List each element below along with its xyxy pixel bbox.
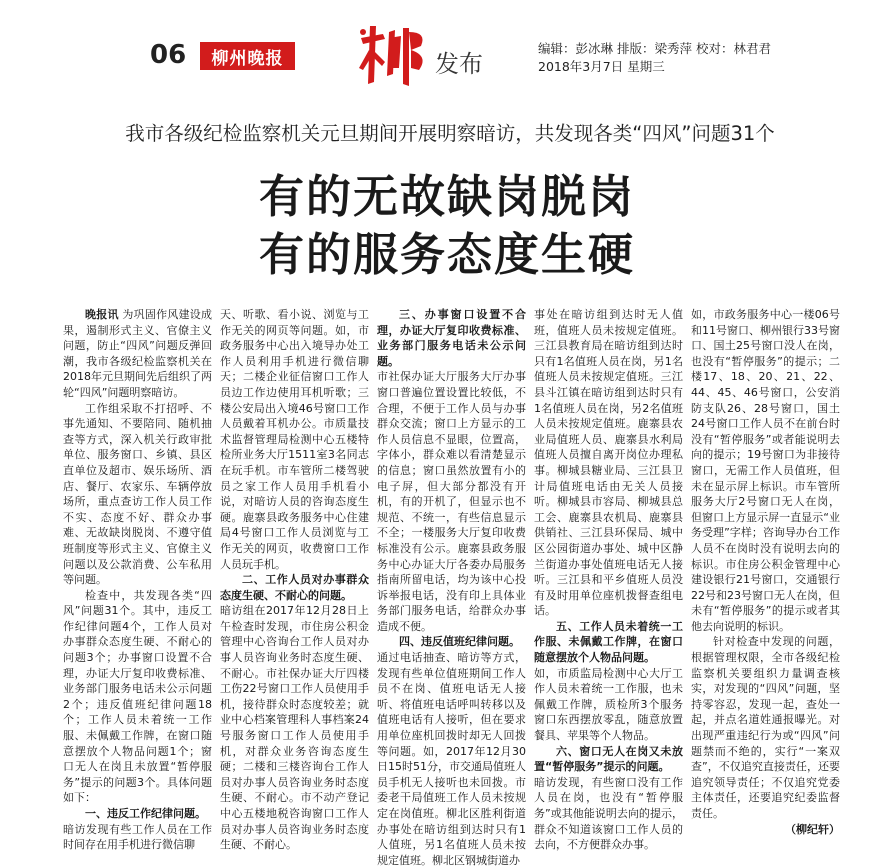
subheading: 四、违反值班纪律问题。 — [399, 635, 520, 649]
paragraph: 晚报讯 为巩固作风建设成果，遏制形式主义、官僚主义问题，防止“四风”问题反弹回潮，我市各级纪检监察机关在2018年元旦期间先后组织了两轮“四风”问题明察暗访。 — [63, 308, 213, 399]
paragraph: 通过电话抽查、暗访等方式，发现有些单位值班期间工作人员不在岗、值班电话无人接听、将值班电话呼叫转移以及值班电话有人接听，但在要求用单位座机回拨时却无人回拨等问题。如，2017年12月30日15时51分，市交通局值班人员手机无人接听也未回拨。市委老干局值班工作人员未按规定在岗值班。柳北区胜利街道办事处在暗访组到达时只有1人值班，另1名值班人员未按规定值班。柳北区钢城街道办 — [377, 651, 526, 867]
paragraph: 天、听歌、看小说、浏览与工作无关的网页等问题。如，市政务服务中心出入境导办处工作人员利用手机进行微信聊天；二楼企业征信窗口工作人员边工作边使用耳机听歌；三楼公安局出入境46号窗口工作人员戴着耳机办公。市质量技术监督管理局检测中心五楼特检所业务大厅1511室3名同志在玩手机。市车管所二楼驾驶员之家工作人员用手机看小说，对暗访人员的咨询态度生硬。鹿寨县政务服务中心住建局4号窗口工作人员浏览与工作无关的网页，收费窗口工作人员玩手机。 — [220, 308, 369, 571]
paragraph: 暗访组在2017年12月28日上午检查时发现，市住房公积金管理中心咨询台工作人员对办事人员咨询业务时态度生硬、不耐心。市社保办证大厅四楼工伤22号窗口工作人员使用手机，接待群众时态度较差；就业中心档案管理科人事档案24号服务窗口工作人员使用手机，对群众业务咨询态度生硬；二楼和三楼咨询台工作人员对办事人员咨询业务时态度生硬、不耐心。市不动产登记中心五楼地税咨询窗口工作人员对办事人员咨询业务时态度生硬、不耐心。 — [220, 604, 369, 852]
header-meta — [538, 40, 771, 76]
paragraph: 如，市质监局检测中心大厅工作人员未着统一工作服，也未佩戴工作牌，质检所3个服务窗口东西摆放零乱，随意放置餐具、苹果等个人物品。 — [534, 666, 683, 743]
liu-calligraphy-icon — [355, 24, 433, 88]
newspaper-name: 柳州晚报 — [200, 42, 295, 70]
article-column-4 — [534, 307, 683, 853]
section-title: 发布 — [435, 50, 483, 78]
subheading: 三、办事窗口设置不合理，办证大厅复印收费标准、业务部门服务电话未公示问题。 — [377, 308, 526, 368]
subheading: 五、工作人员未着统一工作服、未佩戴工作牌，在窗口随意摆放个人物品问题。 — [534, 619, 683, 665]
article-kicker: 我市各级纪检监察机关元旦期间开展明察暗访，共发现各类“四风”问题31个 — [125, 122, 775, 145]
subheading: 一、违反工作纪律问题。 — [85, 807, 206, 820]
paragraph: 针对检查中发现的问题，根据管理权限，全市各级纪检监察机关要组织力量调查核实，对发现的“四风”问题，坚持零容忍，发现一起，查处一起，并点名道姓通报曝光。对出现严重违纪行为或“四风”问题禁而不绝的，实行“一案双查”，不仅追究直接责任，还要追究领导责任；不仅追究党委主体责任，还要追究纪委监督责任。 — [691, 635, 840, 820]
headline-line-2: 有的服务态度生硬 — [258, 228, 635, 281]
paragraph: 市社保办证大厅服务大厅办事窗口普遍位置设置比较低，不合理，不便于工作人员与办事群众交流；窗口上方显示的工作人员信息不显眼，位置高，字体小，群众难以看清楚显示的信息；窗口虽然放置有小的电子屏，但大部分都没有开机，有的开机了，但显示也不规范、不统一，有些信息显示不全；一楼服务大厅复印收费标准没有公示。鹿寨县政务服务中心办证大厅各委办局服务指南所留电话，均为该中心投诉举报电话，没有印上具体业务部门服务电话，给群众办事造成不便。 — [377, 370, 526, 633]
paragraph: 检查中，共发现各类“四风”问题31个。其中，违反工作纪律问题4个，工作人员对办事群众态度生硬、不耐心的问题3个；办事窗口设置不合理，办证大厅复印收费标准、业务部门服务电话未公示问题2个；违反值班纪律问题18个；工作人员未着统一工作服、未佩戴工作牌，在窗口随意摆放个人物品问题1个；窗口无人在岗且未放置“暂停服务”提示的问题3个。具体问题如下： — [63, 588, 212, 805]
byline: （柳纪轩） — [785, 822, 840, 836]
article-column-1 — [63, 307, 212, 853]
paragraph: 暗访发现有些工作人员在工作时间存在用手机进行微信聊 — [63, 822, 212, 852]
subheading: 六、窗口无人在岗又未放置“暂停服务”提示的问题。 — [534, 744, 683, 774]
lead-tag: 晚报讯 — [85, 308, 119, 321]
subheading: 二、工作人员对办事群众态度生硬、不耐心的问题。 — [220, 573, 369, 602]
page-number: 06 — [150, 40, 187, 70]
article-column-2 — [220, 307, 369, 853]
article-column-3 — [377, 307, 526, 868]
paragraph: 工作组采取不打招呼、不事先通知、不要陪同、随机抽查等方式，深入机关行政审批单位、服务窗口、乡镇、县区直单位及超市、娱乐场所、酒店、餐厅、农家乐、车辆停放场所，重点查访工作人员工作不实、态度不好、群众办事难、无故缺岗脱岗、不遵守值班制度等形式主义、官僚主义问题以及公款消费、公车私用等问题。 — [63, 401, 212, 587]
paragraph: 暗访发现，有些窗口没有工作人员在岗，也没有“暂停服务”或其他能说明去向的提示，群众不知道该窗口工作人员的去向，不方便群众办事。 — [534, 775, 683, 852]
headline-line-1: 有的无故缺岗脱岗 — [258, 170, 635, 223]
date-line: 2018年3月7日 星期三 — [538, 59, 665, 74]
article-column-5 — [691, 307, 840, 837]
paragraph: 事处在暗访组到达时无人值班，值班人员未按规定值班。三江县教育局在暗访组到达时只有1名值班人员在岗，另1名值班人员未按规定值班。三江县斗江镇在暗访组到达时只有1名值班人员在岗，另2名值班人员未按规定值班。鹿寨县农业局值班人员、鹿寨县水利局值班人员擅自离开岗位办理私事。柳城县糖业局、三江县卫计局值班电话由无关人员接听。柳城县市容局、柳城县总工会、鹿寨县农机局、鹿寨县供销社、三江县环保局、城中区公园街道办事处、城中区静兰街道办事处值班电话无人接听。三江县和平乡值班人员没有及时用单位座机拨督查组电话。 — [534, 308, 683, 618]
editors-line: 编辑：彭冰琳 排版：梁秀萍 校对：林君君 — [538, 41, 771, 56]
paragraph: 如，市政务服务中心一楼06号和11号窗口、柳州银行33号窗口、国土25号窗口没人在岗，也没有“暂停服务”的提示；二楼17、18、20、21、22、44、45、46号窗口，公安消防支队26、28号窗口，国土24号窗口工作人员不在前台时没有“暂停服务”或者能说明去向的提示；19号窗口为非接待窗口，无需工作人员值班，但未在显示屏上标识。市车管所服务大厅2号窗口无人在岗，但窗口上方显示屏一直显示“业务受理”字样；咨询导办台工作人员不在岗时没有说明去向的标识。市住房公积金管理中心建设银行21号窗口，交通银行22号和23号窗口无人在岗，但未有“暂停服务”的提示或者其他去向说明的标识。 — [691, 308, 840, 633]
